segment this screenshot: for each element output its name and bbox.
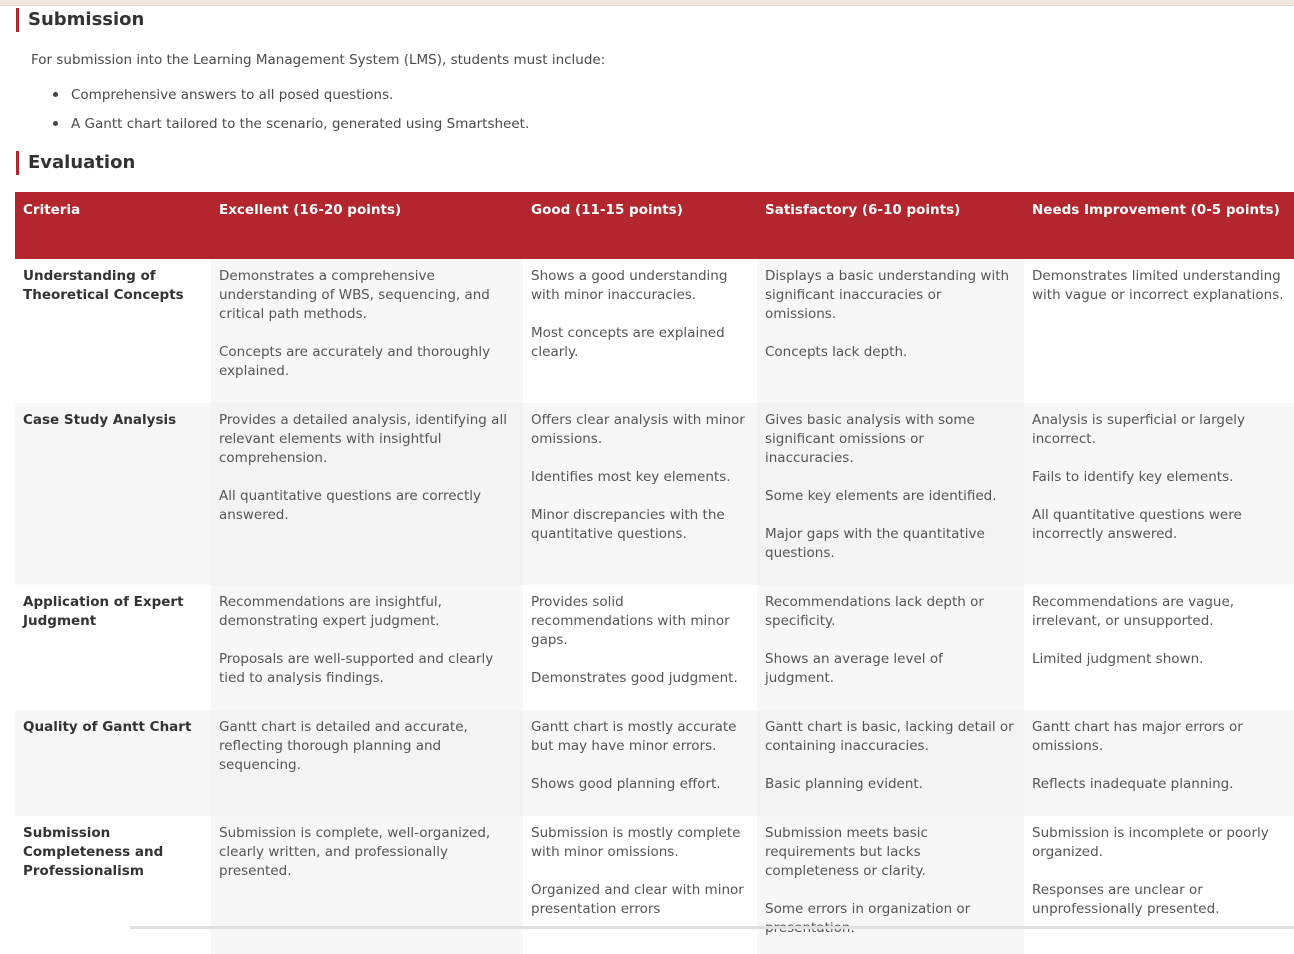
- cell-text: Offers clear analysis with minor omissions.: [531, 412, 745, 447]
- cell-text: Submission is incomplete or poorly organized.: [1032, 825, 1269, 860]
- submission-requirements-list: [31, 85, 529, 143]
- table-row: [15, 259, 1294, 403]
- cell-text: Limited judgment shown.: [1032, 651, 1204, 667]
- needs-improvement-cell: [1024, 816, 1294, 954]
- cell-text: Major gaps with the quantitative questions.: [765, 526, 985, 561]
- cell-text: Demonstrates limited understanding with vague or incorrect explanations.: [1032, 268, 1284, 303]
- column-header-excellent: Excellent (16-20 points): [211, 192, 523, 259]
- table-row: [15, 585, 1294, 710]
- satisfactory-cell: [757, 403, 1024, 585]
- needs-improvement-cell: [1024, 710, 1294, 816]
- needs-improvement-cell: [1024, 259, 1294, 403]
- cell-text: Minor discrepancies with the quantitative questions.: [531, 507, 725, 542]
- satisfactory-cell: [757, 710, 1024, 816]
- cell-text: Gantt chart has major errors or omissions.: [1032, 719, 1243, 754]
- cell-text: Fails to identify key elements.: [1032, 469, 1234, 485]
- excellent-cell: [211, 403, 523, 585]
- satisfactory-cell: [757, 585, 1024, 710]
- good-cell: [523, 259, 757, 403]
- cell-text: Displays a basic understanding with significant inaccuracies or omissions.: [765, 268, 1010, 322]
- criteria-cell: Case Study Analysis: [15, 403, 211, 585]
- good-cell: [523, 403, 757, 585]
- cell-text: Submission is complete, well-organized, clearly written, and professionally presented.: [219, 825, 491, 879]
- evaluation-rubric-table: [15, 192, 1294, 954]
- excellent-cell: [211, 816, 523, 954]
- cell-text: Gantt chart is mostly accurate but may have minor errors.: [531, 719, 737, 754]
- cell-text: All quantitative questions are correctly answered.: [219, 488, 482, 523]
- submission-heading: Submission: [16, 8, 144, 32]
- excellent-cell: [211, 585, 523, 710]
- good-cell: [523, 585, 757, 710]
- satisfactory-cell: [757, 259, 1024, 403]
- criteria-cell: Quality of Gantt Chart: [15, 710, 211, 816]
- cell-text: Responses are unclear or unprofessionally presented.: [1032, 882, 1220, 917]
- cell-text: Some errors in organization or: [765, 901, 971, 917]
- column-header-needs-improvement: Needs Improvement (0-5 points): [1024, 192, 1294, 259]
- cell-text: Some key elements are identified.: [765, 488, 997, 504]
- cell-text: Proposals are well-supported and clearly tied to analysis findings.: [219, 651, 494, 686]
- table-row: [15, 710, 1294, 816]
- cell-text: Shows a good understanding with minor inaccuracies.: [531, 268, 728, 303]
- cell-text: Gantt chart is detailed and accurate, reflecting thorough planning and sequencing.: [219, 719, 468, 773]
- cell-text: All quantitative questions were incorrectly answered.: [1032, 507, 1242, 542]
- criteria-cell: Understanding of Theoretical Concepts: [15, 259, 211, 403]
- cell-text: Gives basic analysis with some significant omissions or inaccuracies.: [765, 412, 975, 466]
- satisfactory-cell: [757, 816, 1024, 954]
- cell-text: Provides a detailed analysis, identifying all relevant elements with insightful comprehension.: [219, 412, 507, 466]
- cell-text: Shows good planning effort.: [531, 776, 721, 792]
- list-item: Comprehensive answers to all posed questions.: [31, 85, 529, 114]
- cell-text: Gantt chart is basic, lacking detail or containing inaccuracies.: [765, 719, 1014, 754]
- cell-text: Submission is mostly complete with minor omissions.: [531, 825, 741, 860]
- cell-text: Concepts are accurately and thoroughly explained.: [219, 344, 491, 379]
- table-row: [15, 403, 1294, 585]
- cell-text: Identifies most key elements.: [531, 469, 731, 485]
- cell-text: Demonstrates a comprehensive understanding of WBS, sequencing, and critical path methods.: [219, 268, 490, 322]
- criteria-cell: Application of Expert Judgment: [15, 585, 211, 710]
- cell-text: Organized and clear with minor presentation errors: [531, 882, 744, 917]
- submission-intro: For submission into the Learning Management System (LMS), students must include:: [31, 52, 606, 68]
- cell-text: Submission meets basic requirements but lacks completeness or clarity.: [765, 825, 928, 879]
- needs-improvement-cell: [1024, 403, 1294, 585]
- excellent-cell: [211, 710, 523, 816]
- column-header-good: Good (11-15 points): [523, 192, 757, 259]
- cell-text: Shows an average level of judgment.: [765, 651, 943, 686]
- cell-text: Most concepts are explained clearly.: [531, 325, 725, 360]
- cell-text: Reflects inadequate planning.: [1032, 776, 1234, 792]
- page-top-border: [0, 0, 1294, 6]
- rubric-header-row: [15, 192, 1294, 259]
- cell-text: Provides solid recommendations with minor gaps.: [531, 594, 730, 648]
- table-row: [15, 816, 1294, 954]
- column-header-criteria: Criteria: [15, 192, 211, 259]
- cell-text: Recommendations are insightful, demonstrating expert judgment.: [219, 594, 442, 629]
- evaluation-heading: Evaluation: [16, 151, 135, 175]
- column-header-satisfactory: Satisfactory (6-10 points): [757, 192, 1024, 259]
- cell-text: Analysis is superficial or largely incorrect.: [1032, 412, 1246, 447]
- good-cell: [523, 816, 757, 954]
- good-cell: [523, 710, 757, 816]
- criteria-cell: Submission Completeness and Professionalism: [15, 816, 211, 954]
- excellent-cell: [211, 259, 523, 403]
- cell-text: Recommendations lack depth or specificity.: [765, 594, 984, 629]
- cell-text: Recommendations are vague, irrelevant, or unsupported.: [1032, 594, 1235, 629]
- list-item: A Gantt chart tailored to the scenario, generated using Smartsheet.: [31, 114, 529, 143]
- needs-improvement-cell: [1024, 585, 1294, 710]
- cell-text: Basic planning evident.: [765, 776, 923, 792]
- cell-text: Concepts lack depth.: [765, 344, 908, 360]
- cell-text: Demonstrates good judgment.: [531, 670, 738, 686]
